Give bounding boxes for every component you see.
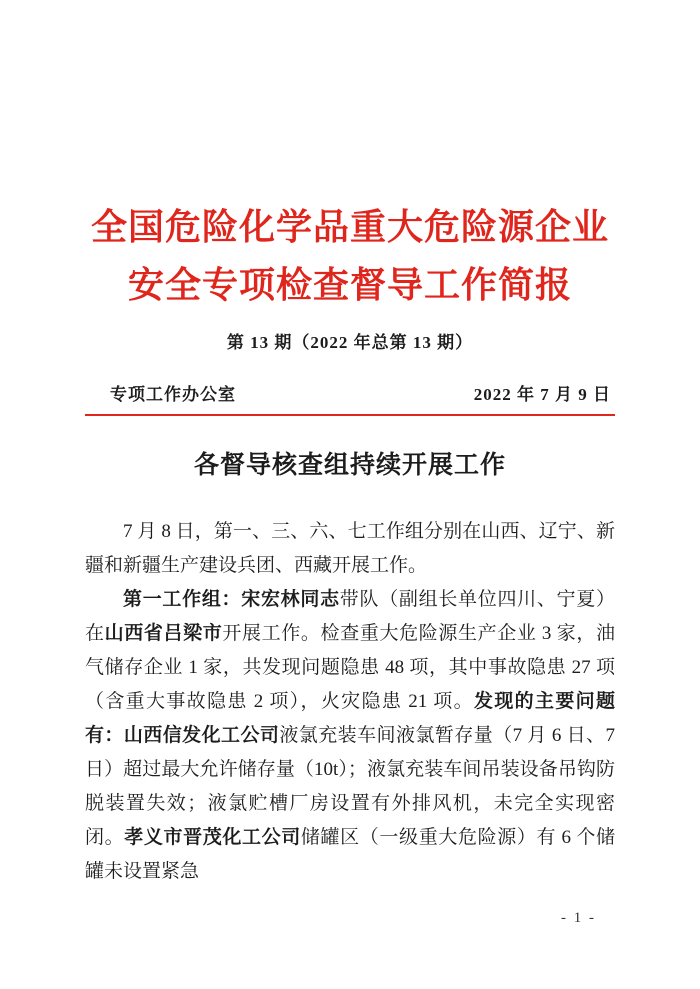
paragraph-2: [85, 583, 615, 889]
document-title-line-1: 全国危险化学品重大危险源企业: [90, 207, 609, 247]
team-one-lead-bold: 第一工作组：宋宏林同志: [123, 589, 340, 610]
document-title-line-2: 安全专项检查督导工作简报: [127, 265, 572, 305]
page-number: - 1 -: [561, 910, 596, 926]
paragraph-1: 7 月 8 日，第一、三、六、七工作组分别在山西、辽宁、新疆和新疆生产建设兵团、西藏开展工作。: [85, 521, 615, 576]
section-heading: 各督导核查组持续开展工作: [193, 452, 506, 479]
main-problems-company-bold: 发现的主要问题有：山西信发化工公司: [85, 691, 615, 746]
document-title: [85, 198, 615, 314]
issuing-office: 专项工作办公室: [110, 385, 236, 404]
issue-date: 2022 年 7 月 9 日: [473, 385, 611, 404]
document-content: [0, 198, 700, 889]
article-body: [85, 515, 615, 889]
paragraph-2-segment: 储罐区（一级重大危险源）有 6 个储罐未设置紧急: [85, 827, 615, 882]
second-company-bold: 孝义市晋茂化工公司: [124, 827, 301, 848]
paragraph-2-segment: 开展工作。检查重大危险源生产企业 3 家，油气储存企业 1 家，共发现问题隐患 48 项，其中事故隐患 27 项（含重大事故隐患 2 项），火灾隐患 21 项。: [85, 623, 615, 712]
paragraph-2-segment: 液氯充装车间液氯暂存量（7 月 6 日、7 日）超过最大允许储存量（10t）；液氯充装车间吊装设备吊钩防脱装置失效；液氯贮槽厂房设置有外排风机，未完全实现密闭。: [85, 725, 615, 848]
masthead-rule: [85, 414, 615, 416]
issue-line: 第 13 期（2022 年总第 13 期）: [226, 333, 474, 352]
city-name-bold: 山西省吕梁市: [104, 623, 223, 644]
masthead-row: [85, 380, 615, 405]
paragraph-2-segment: 带队（副组长单位四川、宁夏）在: [85, 589, 615, 644]
